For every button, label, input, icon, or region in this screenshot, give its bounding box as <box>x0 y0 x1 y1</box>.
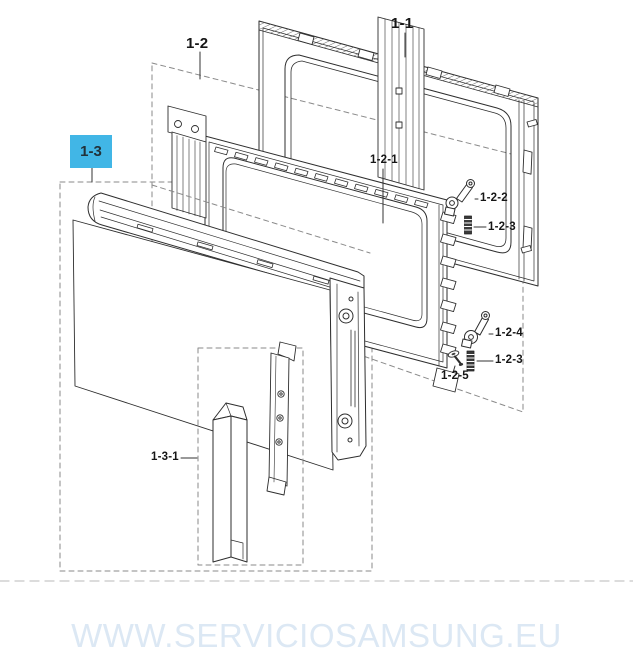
callout-1-2-2: 1-2-2 <box>480 192 508 204</box>
callout-1-1: 1-1 <box>391 15 414 32</box>
callout-1-2-3-lower: 1-2-3 <box>495 354 523 366</box>
callout-1-2-4: 1-2-4 <box>495 327 523 339</box>
callout-1-2-5: 1-2-5 <box>441 370 469 382</box>
part-latch-lever-1-2-4 <box>462 312 490 349</box>
hinge-channel <box>168 106 206 218</box>
callout-1-3-highlight[interactable] <box>70 135 112 168</box>
part-pin-1-2-5 <box>447 350 463 367</box>
callout-1-2-1: 1-2-1 <box>370 154 398 166</box>
part-spring-1-2-3-upper <box>465 216 472 234</box>
callout-1-3-label: 1-3 <box>80 143 102 160</box>
part-latch-lever-1-2-2 <box>445 180 475 217</box>
front-right-rail <box>330 278 366 460</box>
callout-1-2-3-upper: 1-2-3 <box>488 221 516 233</box>
callout-1-3-1: 1-3-1 <box>151 451 179 463</box>
part-spring-1-2-3-lower <box>467 351 474 371</box>
callout-1-2: 1-2 <box>186 35 209 52</box>
watermark-text: WWW.SERVICIOSAMSUNG.EU <box>71 617 562 654</box>
part-door-handle-1-3-1 <box>213 403 247 562</box>
